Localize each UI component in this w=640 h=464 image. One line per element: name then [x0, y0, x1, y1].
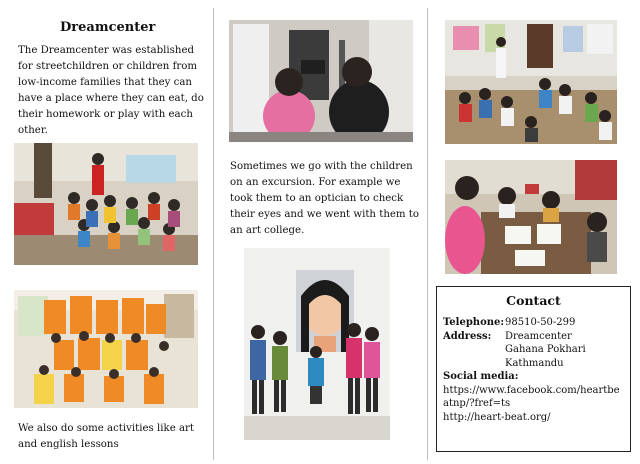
- telephone-row: [443, 316, 624, 330]
- address-line-3: Kathmandu: [505, 357, 564, 369]
- activities-paragraph: We also do some activities like art and english lessons: [18, 423, 195, 450]
- page-title: Dreamcenter: [60, 20, 156, 35]
- telephone-label: Telephone:: [443, 317, 505, 328]
- optician-photo: [229, 20, 413, 142]
- telephone-value: 98510-50-299: [505, 317, 576, 328]
- website-link[interactable]: http://heart-beat.org/: [443, 411, 551, 423]
- portrait-painting-photo: [244, 248, 390, 440]
- intro-paragraph: The Dreamcenter was established for streetchildren or children from low-income families that they can have a place where they can eat, do their homework or play with each other.: [18, 45, 204, 136]
- social-media-label: Social media:: [443, 371, 519, 382]
- address-value: [505, 330, 624, 371]
- address-line-1: Dreamcenter: [505, 330, 572, 342]
- art-lesson-photo: [445, 160, 617, 274]
- orange-bags-photo: [14, 290, 198, 408]
- excursion-paragraph: Sometimes we go with the children on an excursion. For example we took them to an optician to check their eyes and we went with them to an art college.: [230, 161, 420, 236]
- contact-box: [436, 286, 631, 452]
- column-divider-right: [427, 8, 428, 460]
- address-row: [443, 330, 624, 371]
- contact-title: Contact: [506, 293, 561, 308]
- column-divider-left: [213, 8, 214, 460]
- address-line-2: Gahana Pokhari: [505, 344, 586, 355]
- address-label: Address:: [443, 330, 492, 342]
- facebook-link[interactable]: https://www.facebook.com/heartbeatnp/?fref=ts: [443, 384, 620, 409]
- children-sitting-photo: [14, 143, 198, 265]
- classroom-circle-photo: [445, 20, 617, 144]
